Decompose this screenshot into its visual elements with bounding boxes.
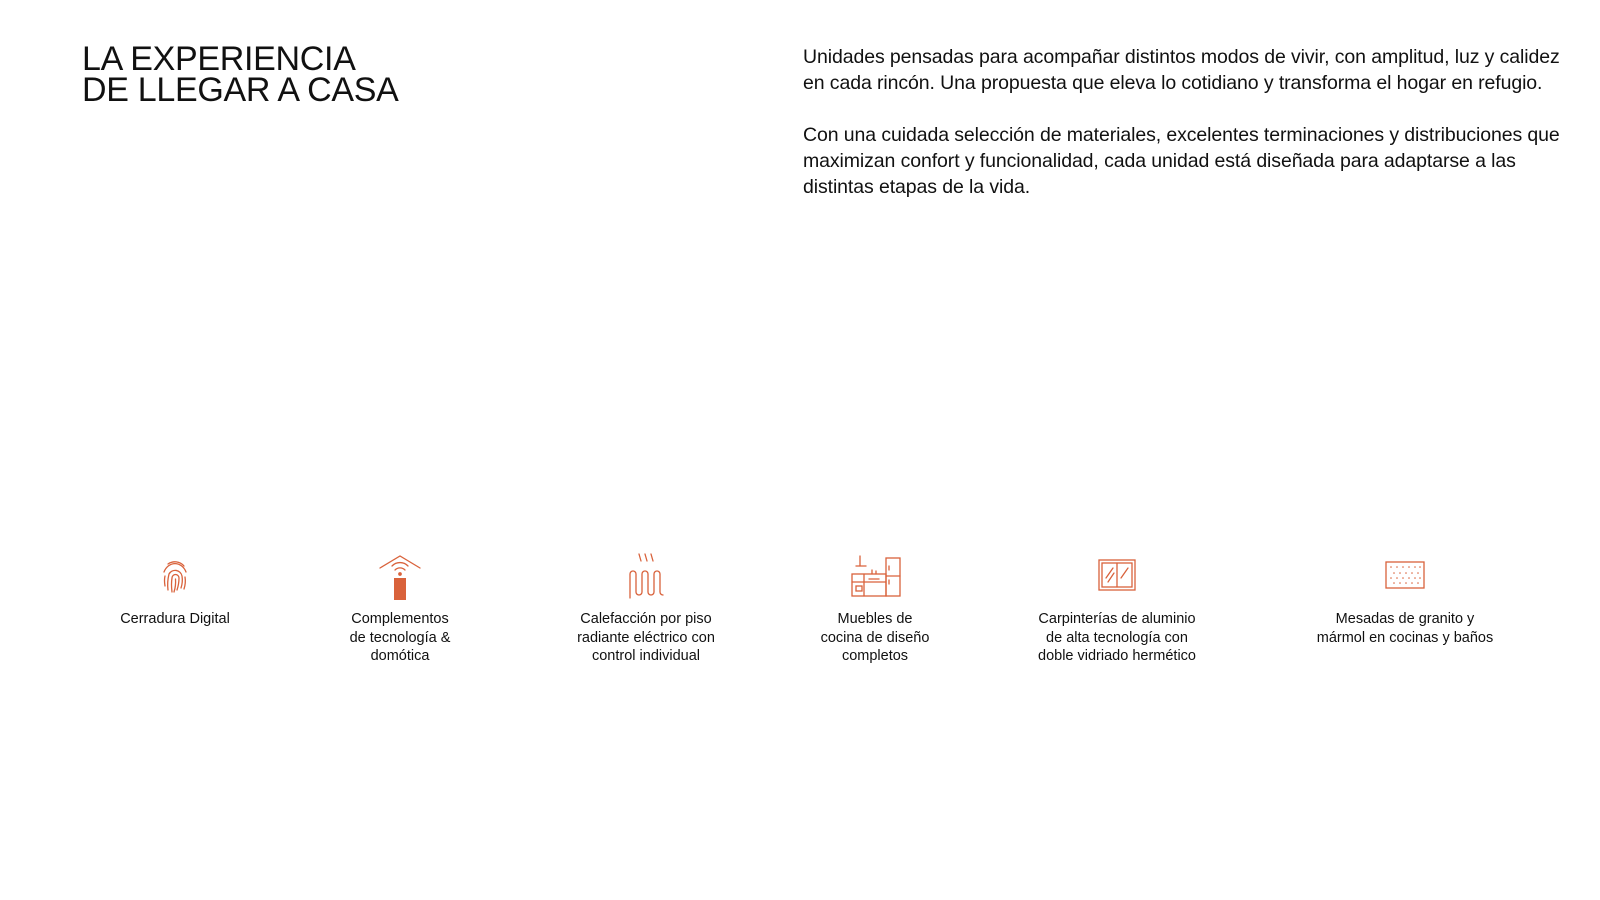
- feature-label: Mesadas de granito y mármol en cocinas y baños: [1316, 611, 1494, 646]
- page-title-line-1: LA EXPERIENCIA: [82, 40, 356, 78]
- floor-heating-icon: [616, 552, 676, 602]
- feature-label: Complementos de tecnología & domótica: [349, 611, 451, 664]
- stone-countertop-icon: [1375, 552, 1435, 602]
- intro-paragraph-1: Unidades pensadas para acompañar distintos modos de vivir, con amplitud, luz y calidez en cada rincón. Una propuesta que eleva lo cotidiano y transforma el hogar en refugio.: [803, 46, 1560, 94]
- page-title: [82, 40, 399, 109]
- feature-floor-heating: [536, 552, 756, 666]
- features-row: [0, 552, 1600, 682]
- feature-kitchen: [765, 552, 985, 666]
- smart-home-icon: [370, 552, 430, 602]
- kitchen-furniture-icon: [845, 552, 905, 602]
- feature-smart-home: [290, 552, 510, 666]
- feature-aluminum-windows: [1007, 552, 1227, 666]
- aluminum-window-icon: [1087, 552, 1147, 602]
- feature-label: Cerradura Digital: [120, 611, 230, 627]
- page-title-line-2: DE LLEGAR A CASA: [82, 71, 399, 109]
- feature-digital-lock: [65, 552, 285, 629]
- intro-text: [803, 44, 1583, 226]
- feature-countertops: [1295, 552, 1515, 647]
- intro-paragraph-2: Con una cuidada selección de materiales, excelentes terminaciones y distribuciones que maximizan confort y funcionalidad, cada unidad está diseñada para adaptarse a las distintas etapas de la vida.: [803, 124, 1560, 198]
- feature-label: Carpinterías de aluminio de alta tecnología con doble vidriado hermético: [1038, 611, 1196, 664]
- feature-label: Calefacción por piso radiante eléctrico con control individual: [577, 611, 715, 664]
- feature-label: Muebles de cocina de diseño completos: [820, 611, 930, 664]
- fingerprint-icon: [145, 552, 205, 602]
